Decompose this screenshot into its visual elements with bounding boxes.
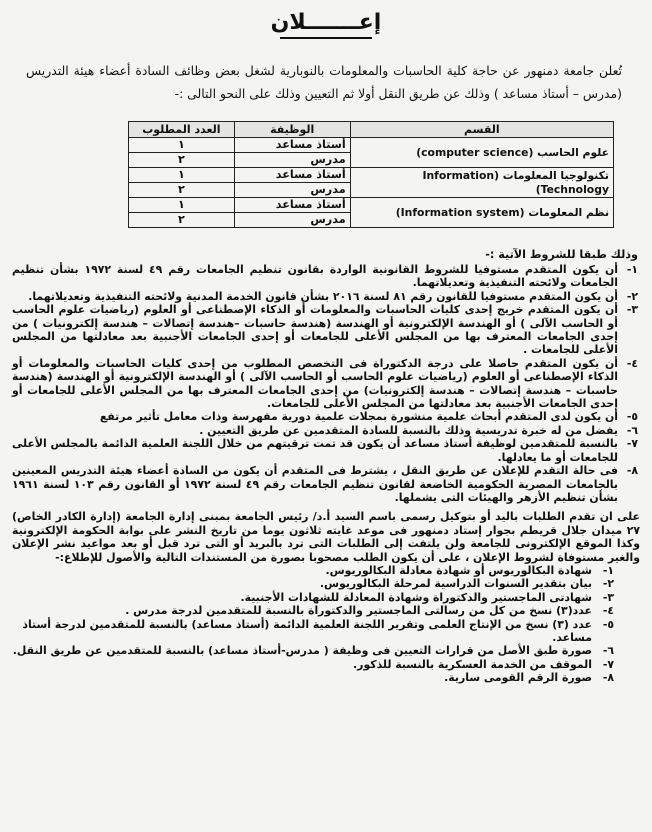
item-number: ٧-	[626, 437, 638, 451]
item-number: ٣-	[602, 590, 614, 604]
list-item	[12, 564, 640, 577]
header-department: القسم	[350, 122, 613, 138]
list-item	[12, 437, 640, 464]
job-cell: أستاذ مساعد	[234, 198, 350, 213]
item-text: أن يكون لدى المتقدم أبحاث علمية منشورة بمجلات علمية دورية مفهرسة وذات معامل تأثير مرتفع	[99, 410, 618, 424]
item-text: عدد(٣) نسخ من كل من رسالتى الماجستير والدكتوراة بالنسبة للمتقدمين لدرجة مدرس .	[125, 604, 592, 618]
list-item	[12, 618, 640, 645]
list-item	[12, 290, 640, 303]
count-cell: ٢	[129, 213, 235, 228]
item-number: ٨-	[626, 464, 638, 478]
item-number: ٤-	[626, 356, 638, 370]
count-cell: ٢	[129, 153, 235, 168]
list-item	[12, 424, 640, 437]
item-text: بيان بتقدير السنوات الدراسية لمرحلة البكالوريوس.	[319, 577, 592, 591]
item-text: صورة الرقم القومى سارية.	[444, 671, 592, 685]
table-row	[129, 168, 614, 183]
submission-paragraph: على ان تقدم الطلبات باليد أو بتوكيل رسمى باسم السيد أ.د/ رئيس الجامعة بمبنى إدارة الجامعة (إدارة الكادر الخاص) ٢٧ ميدان جلال قريطم بجوار إستاد دمنهور فى موعد غايته ثلاثون يوما من تاريخ النشر على بوابة الحكومة الإلكترونية وكذا الموقع الإلكترونى للجامعة ولن يلتفت إلى الطلبات التى ترد بالبريد أو التى ترد قبل أو بعد مواعيد نشر الإعلان والغير مستوفاة لشروط الإعلان ، على أن يكون الطلب مصحوبا بصورة من المستندات التالية والأصول للإطلاع:-	[12, 510, 640, 564]
item-number: ٥-	[626, 410, 638, 424]
item-number: ٦-	[602, 644, 614, 658]
table-header-row	[129, 122, 614, 138]
item-number: ٨-	[602, 671, 614, 685]
item-number: ١-	[626, 263, 638, 276]
vacancies-table	[128, 121, 614, 228]
list-item	[12, 658, 640, 671]
item-text: أن يكون المتقدم مستوفيا للشروط القانونية الواردة بقانون تنظيم الجامعات رقم ٤٩ لسنة ١٩٧٢ بشأن تنظيم الجامعات ولائحته التنفيذية وتعديلاتهما.	[12, 263, 618, 290]
documents-list	[12, 564, 640, 685]
item-text: أن يكون المتقدم حاصلا على درجة الدكتوراة فى التخصص المطلوب من إحدى كليات الحاسبات والمعلومات أو الذكاء الإصطناعى أو العلوم (رياضيات علوم الحاسب أو الحاسب الآلى ) أو الهندسة الإلكترونية أو الهندسة (هندسة حاسبات – هندسة إتصالات – هندسة إلكترونيات) من إحدى الجامعات المعترف بها من المجلس الأعلى للجامعات أو إحدى الجامعات الأجنبية بعد معادلتها من المجلس الأعلى للجامعات.	[12, 356, 618, 411]
title-underline	[280, 37, 372, 39]
item-number: ٢-	[602, 577, 614, 591]
conditions-heading: وذلك طبقا للشروط الآتية :-	[485, 248, 638, 261]
item-number: ٣-	[626, 303, 638, 317]
list-item	[12, 303, 640, 357]
job-cell: مدرس	[234, 183, 350, 198]
list-item	[12, 263, 640, 290]
item-text: أن يكون المتقدم مستوفيا للقانون رقم ٨١ لسنة ٢٠١٦ بشأن قانون الخدمة المدنية ولائحته التنفيذية وتعديلاتهما.	[28, 289, 618, 303]
page-title: إعـــــــلان	[270, 10, 382, 35]
count-cell: ١	[129, 198, 235, 213]
item-text: عدد (٣) نسخ من الإنتاج العلمى وتقرير اللجنة العلمية الدائمة (أستاذ مساعد) بالنسبة للمتقدمين لدرجة أستاذ مساعد.	[22, 617, 592, 644]
item-text: فى حالة التقدم للإعلان عن طريق النقل ، يشترط فى المتقدم أن يكون من السادة أعضاء هيئة التدريس المعينين بالجامعات المصرية الحكومية الخاضعة لقانون تنظيم الجامعات رقم ٤٩ لسنة ١٩٧٢ أو القانون رقم ١٠٣ لسنة ١٩٦١ بشأن تنظيم الأزهر والهيئات التى يشملها.	[12, 464, 618, 504]
job-cell: أستاذ مساعد	[234, 138, 350, 153]
department-cell: علوم الحاسب (computer science)	[350, 138, 613, 168]
item-text: الموقف من الخدمة العسكرية بالنسبة للذكور.	[353, 657, 592, 671]
item-text: بالنسبة للمتقدمين لوظيفة أستاذ مساعد أن يكون قد تمت ترقيتهم من خلال اللجنة العلمية الدائمة بالمجلس الأعلى للجامعات أو ما يعادلها.	[12, 437, 618, 464]
table-row	[129, 198, 614, 213]
item-text: شهادتى الماجستير والدكتوراة وشهادة المعادلة للشهادات الأجنبية.	[240, 590, 592, 604]
table-row	[129, 138, 614, 153]
item-number: ٤-	[602, 604, 614, 618]
item-number: ٥-	[602, 617, 614, 631]
list-item	[12, 591, 640, 604]
list-item	[12, 357, 640, 411]
intro-paragraph: تُعلن جامعة دمنهور عن حاجة كلية الحاسبات والمعلومات بالنوبارية لشغل بعض وظائف السادة أعضاء هيئة التدريس (مدرس – أستاذ مساعد ) وذلك عن طريق النقل أولا ثم التعيين وذلك على النحو التالى :-	[26, 63, 622, 101]
item-number: ٧-	[602, 657, 614, 671]
job-cell: أستاذ مساعد	[234, 168, 350, 183]
item-text: أن يكون المتقدم خريج إحدى كليات الحاسبات والمعلومات أو الذكاء الإصطناعى أو العلوم (رياضيات علوم الحاسب أو الحاسب الآلى ) أو الهندسة الإلكترونية أو الهندسة (هندسة حاسبات –هندسة إتصالات – هندسة إلكترونيات ) من إحدى الجامعات المعترف بها من المجلس الأعلى للجامعات أو إحدى الجامعات الأجنبية بعد معادلتها من المجلس الأعلى للجامعات .	[12, 303, 618, 357]
department-cell: تكنولوجيا المعلومات (Information Technology)	[350, 168, 613, 198]
job-cell: مدرس	[234, 213, 350, 228]
list-item	[12, 604, 640, 617]
item-number: ٦-	[626, 423, 638, 437]
list-item	[12, 464, 640, 504]
job-cell: مدرس	[234, 153, 350, 168]
department-cell: نظم المعلومات (Information system)	[350, 198, 613, 228]
item-text: يفضل من له خبرة تدريسية وذلك بالنسبة للسادة المتقدمين عن طريق التعيين .	[199, 423, 618, 437]
conditions-list	[12, 263, 640, 504]
count-cell: ١	[129, 138, 235, 153]
list-item	[12, 410, 640, 423]
list-item	[12, 671, 640, 684]
item-text: شهادة البكالوريوس أو شهادة معادلة البكالوريوس.	[325, 563, 592, 577]
list-item	[12, 644, 640, 657]
list-item	[12, 577, 640, 590]
item-number: ٢-	[626, 289, 638, 303]
item-number: ١-	[602, 563, 614, 577]
item-text: صورة طبق الأصل من قرارات التعيين فى وظيفة ( مدرس-أستاذ مساعد) بالنسبة للمتقدمين عن طريق النقل.	[12, 644, 592, 658]
header-count: العدد المطلوب	[129, 122, 235, 138]
count-cell: ١	[129, 168, 235, 183]
count-cell: ٢	[129, 183, 235, 198]
header-job: الوظيفة	[234, 122, 350, 138]
